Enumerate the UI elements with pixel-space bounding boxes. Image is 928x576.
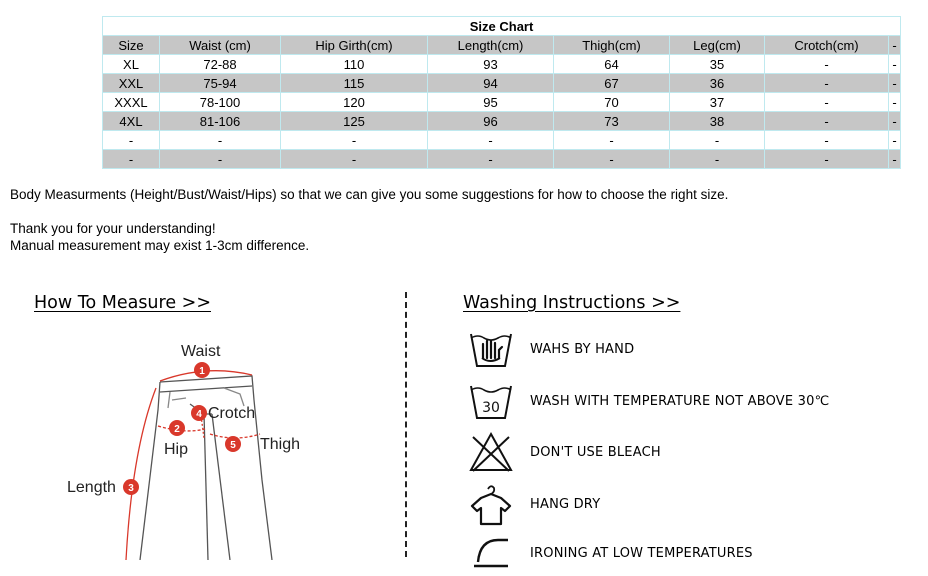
size-chart-cell: - <box>889 55 901 74</box>
wash-item-hand <box>468 328 888 372</box>
wash-item-hang-dry <box>468 483 888 527</box>
size-chart-cell: XXL <box>103 74 160 93</box>
iron-low-icon <box>468 532 514 576</box>
size-chart-cell: - <box>103 150 160 169</box>
size-chart-header-cell: - <box>889 36 901 55</box>
size-chart-cell: 4XL <box>103 112 160 131</box>
size-chart-cell: - <box>670 150 765 169</box>
size-chart-row <box>103 55 901 74</box>
wash-item-no-bleach <box>468 431 888 475</box>
size-chart-cell: 36 <box>670 74 765 93</box>
size-chart-cell: - <box>765 131 889 150</box>
size-chart-cell: 64 <box>554 55 670 74</box>
notes-block <box>10 186 728 254</box>
size-chart-header-cell: Hip Girth(cm) <box>281 36 428 55</box>
size-chart-cell: - <box>889 74 901 93</box>
size-chart-cell: 73 <box>554 112 670 131</box>
thank-you-note: Thank you for your understanding! <box>10 221 216 236</box>
size-chart-cell: - <box>765 55 889 74</box>
wash-item-label: DON'T USE BLEACH <box>530 445 661 460</box>
size-chart-cell: 75-94 <box>160 74 281 93</box>
size-chart-row <box>103 74 901 93</box>
size-chart-cell: - <box>765 150 889 169</box>
size-chart-cell: - <box>103 131 160 150</box>
size-chart-cell: 38 <box>670 112 765 131</box>
size-chart-cell: 115 <box>281 74 428 93</box>
size-chart-cell: - <box>554 131 670 150</box>
size-chart-header-cell: Size <box>103 36 160 55</box>
size-chart-cell: 96 <box>428 112 554 131</box>
wash-30-icon <box>468 380 514 424</box>
size-chart-row <box>103 93 901 112</box>
size-chart-cell: - <box>889 150 901 169</box>
size-chart-row <box>103 112 901 131</box>
wash-item-label: IRONING AT LOW TEMPERATURES <box>530 546 753 561</box>
size-chart-cell: 37 <box>670 93 765 112</box>
size-chart-row <box>103 131 901 150</box>
size-chart-cell: - <box>554 150 670 169</box>
size-chart-cell: 120 <box>281 93 428 112</box>
body-measurement-note: Body Measurments (Height/Bust/Waist/Hips) so that we can give you some suggestions for how to choose the right size. <box>10 187 729 202</box>
size-chart-header-cell: Thigh(cm) <box>554 36 670 55</box>
size-chart-cell: - <box>281 150 428 169</box>
size-chart-cell: - <box>428 131 554 150</box>
size-chart-cell: - <box>889 131 901 150</box>
size-chart-header-row <box>103 36 901 55</box>
thigh-label: Thigh <box>260 436 301 453</box>
wash-item-label: WAHS BY HAND <box>530 342 635 357</box>
size-chart-cell: XL <box>103 55 160 74</box>
size-chart-cell: - <box>428 150 554 169</box>
size-chart-header-cell: Length(cm) <box>428 36 554 55</box>
badge-1: 1 <box>199 366 205 377</box>
badge-5: 5 <box>230 440 236 451</box>
size-chart-cell: - <box>765 112 889 131</box>
size-chart-cell: 70 <box>554 93 670 112</box>
size-chart-cell: 95 <box>428 93 554 112</box>
washing-instructions-title: Washing Instructions >> <box>463 293 681 313</box>
measurement-difference-note: Manual measurement may exist 1-3cm difference. <box>10 238 310 253</box>
how-to-measure-title: How To Measure >> <box>34 293 211 313</box>
crotch-label: Crotch <box>208 405 256 422</box>
hip-label: Hip <box>164 441 189 458</box>
size-chart-cell: 94 <box>428 74 554 93</box>
size-chart-cell: 110 <box>281 55 428 74</box>
size-chart-body <box>103 55 901 169</box>
hang-dry-icon <box>468 483 514 527</box>
size-chart-row <box>103 150 901 169</box>
badge-4: 4 <box>196 409 202 420</box>
size-chart-cell: 81-106 <box>160 112 281 131</box>
hand-wash-icon <box>468 328 514 372</box>
size-chart-cell: 125 <box>281 112 428 131</box>
size-chart-cell: 67 <box>554 74 670 93</box>
size-chart-cell: - <box>765 74 889 93</box>
size-chart-cell: 35 <box>670 55 765 74</box>
measure-number-badges <box>123 362 241 495</box>
size-chart-table <box>102 16 901 169</box>
pants-outline-icon <box>140 376 272 560</box>
waist-label: Waist <box>181 343 221 360</box>
wash-item-iron <box>468 532 888 576</box>
size-chart-title: Size Chart <box>103 17 901 36</box>
size-chart-cell: 78-100 <box>160 93 281 112</box>
wash-item-label: HANG DRY <box>530 497 601 512</box>
size-chart-cell: XXXL <box>103 93 160 112</box>
wash-item-30 <box>468 380 888 424</box>
size-chart-header-cell: Leg(cm) <box>670 36 765 55</box>
wash-item-label: WASH WITH TEMPERATURE NOT ABOVE 30℃ <box>530 394 830 409</box>
size-chart-header-cell: Crotch(cm) <box>765 36 889 55</box>
size-chart-cell: - <box>670 131 765 150</box>
no-bleach-icon <box>468 431 514 475</box>
svg-text:30: 30 <box>482 400 500 416</box>
size-chart-header-cell: Waist (cm) <box>160 36 281 55</box>
section-divider <box>405 292 407 557</box>
size-chart-cell: - <box>160 150 281 169</box>
size-chart-cell: - <box>889 112 901 131</box>
badge-3: 3 <box>128 483 134 494</box>
badge-2: 2 <box>174 424 180 435</box>
length-label: Length <box>67 479 116 496</box>
pants-measure-diagram <box>40 330 360 560</box>
size-chart-cell: - <box>281 131 428 150</box>
size-chart-cell: - <box>889 93 901 112</box>
size-chart-cell: - <box>160 131 281 150</box>
size-chart-cell: - <box>765 93 889 112</box>
size-chart-cell: 72-88 <box>160 55 281 74</box>
size-chart-cell: 93 <box>428 55 554 74</box>
